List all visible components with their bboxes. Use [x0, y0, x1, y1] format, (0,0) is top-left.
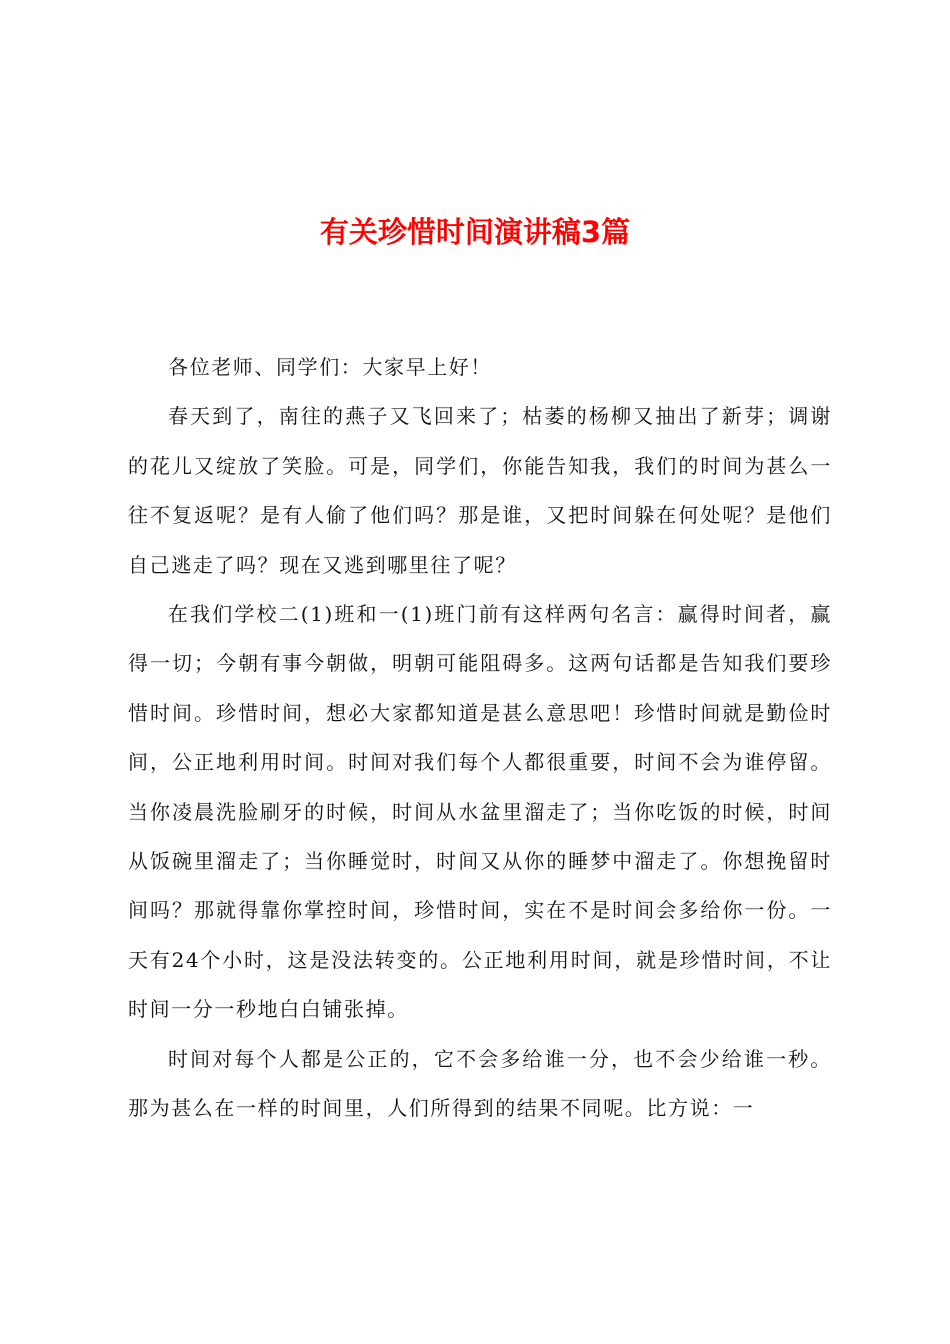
- paragraph-motto: 在我们学校二(1)班和一(1)班门前有这样两句名言：赢得时间者，赢得一切；今朝有事今朝做，明朝可能阻碍多。这两句话都是告知我们要珍惜时间。珍惜时间，想必大家都知道是甚么意思吧！珍惜时间就是勤俭时间，公正地利用时间。时间对我们每个人都很重要，时间不会为谁停留。当你凌晨洗脸刷牙的时候，时间从水盆里溜走了；当你吃饭的时候，时间从饭碗里溜走了；当你睡觉时，时间又从你的睡梦中溜走了。你想挽留时间吗？那就得靠你掌控时间，珍惜时间，实在不是时间会多给你一份。一天有24个小时，这是没法转变的。公正地利用时间，就是珍惜时间，不让时间一分一秒地白白铺张掉。: [128, 602, 832, 1022]
- document-title: 有关珍惜时间演讲稿3篇: [319, 215, 631, 249]
- paragraph-greeting: 各位老师、同学们：大家早上好！: [168, 355, 492, 379]
- paragraph-spring: 春天到了，南往的燕子又飞回来了；枯萎的杨柳又抽出了新芽；调谢的花儿又绽放了笑脸。可是，同学们，你能告知我，我们的时间为甚么一往不复返呢？是有人偷了他们吗？那是谁，又把时间躲在何处呢？是他们自己逃走了吗？现在又逃到哪里往了呢？: [128, 404, 832, 577]
- paragraph-fairness: 时间对每个人都是公正的，它不会多给谁一分，也不会少给谁一秒。那为甚么在一样的时间里，人们所得到的结果不同呢。比方说：一: [128, 1046, 832, 1121]
- document-body: [128, 343, 832, 1134]
